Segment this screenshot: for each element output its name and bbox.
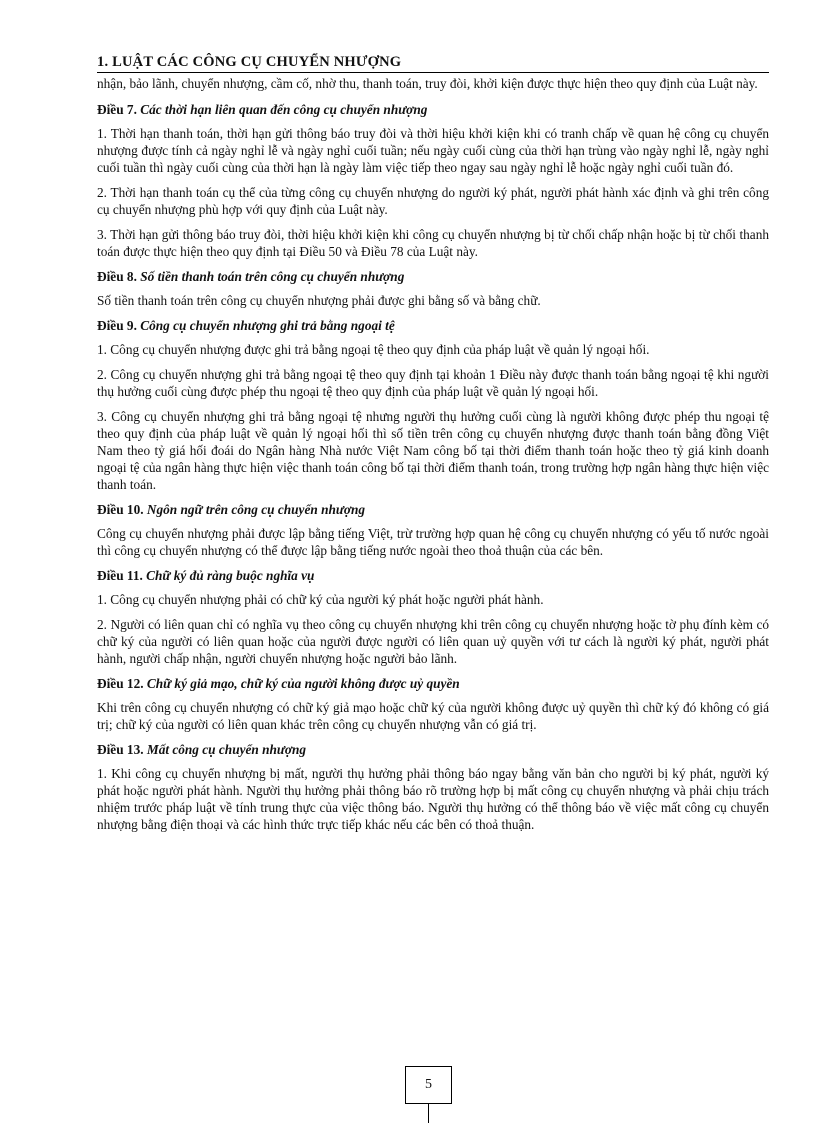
document-page [97,54,769,841]
page-number: 5 [425,1077,432,1092]
page-header: 1. LUẬT CÁC CÔNG CỤ CHUYỂN NHƯỢNG [97,54,769,73]
article-heading-8 [97,268,769,285]
article-13-para-1: 1. Khi công cụ chuyển nhượng bị mất, người thụ hưởng phải thông báo ngay bằng văn bản cho người bị ký phát, người ký phát hoặc người phát hành. Người thụ hưởng phải thông báo rõ trường hợp bị mất công cụ chuyển nhượng và phải chịu trách nhiệm trước pháp luật về tính trung thực của việc thông báo. Người thụ hưởng có thể thông báo về việc mất công cụ chuyển nhượng bằng điện thoại và các hình thức trực tiếp khác nếu các bên có thoả thuận. [97,766,769,832]
article-title: Chữ ký đủ ràng buộc nghĩa vụ [146,568,315,583]
article-heading-10 [97,501,769,518]
article-heading-13 [97,741,769,758]
article-10-para-1: Công cụ chuyển nhượng phải được lập bằng tiếng Việt, trừ trường hợp quan hệ công cụ chuyển nhượng có yếu tố nước ngoài thì công cụ chuyển nhượng có thể được lập bằng tiếng nước ngoài theo thoả thuận của các bên. [97,526,769,558]
article-12-para-1: Khi trên công cụ chuyển nhượng có chữ ký giả mạo hoặc chữ ký của người không được uỷ quyền thì chữ ký đó không có giá trị; chữ ký của người có liên quan khác trên công cụ chuyển nhượng vẫn có giá trị. [97,700,769,732]
article-11-para-1: 1. Công cụ chuyển nhượng phải có chữ ký của người ký phát hoặc người phát hành. [97,592,544,607]
article-label: Điều 10. [97,502,144,517]
page-number-box [405,1066,452,1104]
article-title: Ngôn ngữ trên công cụ chuyển nhượng [146,502,366,517]
article-heading-9 [97,317,769,334]
article-7-para-3: 3. Thời hạn gửi thông báo truy đòi, thời hiệu khởi kiện khi công cụ chuyển nhượng bị từ chối chấp nhận hoặc bị từ chối thanh toán được thực hiện theo quy định tại Điều 50 và Điều 78 của Luật này. [97,227,769,259]
article-heading-11 [97,567,769,584]
article-label: Điều 7. [97,102,137,117]
article-label: Điều 11. [97,568,143,583]
article-label: Điều 12. [97,676,144,691]
article-title: Số tiền thanh toán trên công cụ chuyển nhượng [140,269,405,284]
article-title: Mất công cụ chuyển nhượng [146,742,307,757]
article-label: Điều 13. [97,742,144,757]
article-11-para-2: 2. Người có liên quan chỉ có nghĩa vụ theo công cụ chuyển nhượng khi trên công cụ chuyển nhượng hoặc tờ phụ đính kèm có chữ ký của người có liên quan hoặc của người được người có liên quan uỷ quyền với tư cách là người ký phát, người phát hành, người chấp nhận, người chuyển nhượng hoặc người bảo lãnh. [97,617,769,666]
article-7-para-1: 1. Thời hạn thanh toán, thời hạn gửi thông báo truy đòi và thời hiệu khởi kiện khi có tranh chấp về quan hệ công cụ chuyển nhượng được tính cả ngày nghỉ lễ và ngày nghỉ cuối tuần; nếu ngày cuối cùng của thời hạn trùng vào ngày nghỉ lễ, ngày nghỉ cuối tuần thì ngày cuối cùng của thời hạn là ngày làm việc tiếp theo ngay sau ngày nghỉ lễ hoặc ngày nghỉ cuối tuần đó. [97,126,769,175]
intro-paragraph: nhận, bảo lãnh, chuyển nhượng, cầm cố, nhờ thu, thanh toán, truy đòi, khởi kiện được thực hiện theo quy định của Luật này. [97,76,758,91]
article-9-para-1: 1. Công cụ chuyển nhượng được ghi trả bằng ngoại tệ theo quy định của pháp luật về quản lý ngoại hối. [97,342,650,357]
article-8-para-1: Số tiền thanh toán trên công cụ chuyển nhượng phải được ghi bằng số và bằng chữ. [97,293,541,308]
article-title: Các thời hạn liên quan đến công cụ chuyển nhượng [140,102,428,117]
article-9-para-3: 3. Công cụ chuyển nhượng ghi trả bằng ngoại tệ nhưng người thụ hưởng cuối cùng là người không được phép thu ngoại tệ theo quy định của pháp luật về quản lý ngoại hối thì số tiền trên công cụ chuyển nhượng được thanh toán bằng đồng Việt Nam theo tỷ giá hối đoái do Ngân hàng Nhà nước Việt Nam công bố tại thời điểm thanh toán hoặc theo tỷ giá kinh doanh ngoại tệ của ngân hàng thực hiện việc thanh toán công bố tại thời điểm thanh toán, trong trường hợp ngân hàng thực hiện việc thanh toán. [97,409,769,492]
article-label: Điều 9. [97,318,137,333]
page-number-connector-line [428,1104,429,1123]
article-label: Điều 8. [97,269,137,284]
article-9-para-2: 2. Công cụ chuyển nhượng ghi trả bằng ngoại tệ theo quy định tại khoản 1 Điều này được thanh toán bằng ngoại tệ khi người thụ hưởng cuối cùng được phép thu ngoại tệ theo quy định của pháp luật về quản lý ngoại hối. [97,367,769,399]
article-7-para-2: 2. Thời hạn thanh toán cụ thể của từng công cụ chuyển nhượng do người ký phát, người phát hành xác định và ghi trên công cụ chuyển nhượng phù hợp với quy định của Luật này. [97,185,769,217]
article-title: Chữ ký giả mạo, chữ ký của người không được uỷ quyền [146,676,460,691]
article-heading-7 [97,101,769,118]
article-title: Công cụ chuyển nhượng ghi trả bằng ngoại tệ [140,318,395,333]
article-heading-12 [97,675,769,692]
